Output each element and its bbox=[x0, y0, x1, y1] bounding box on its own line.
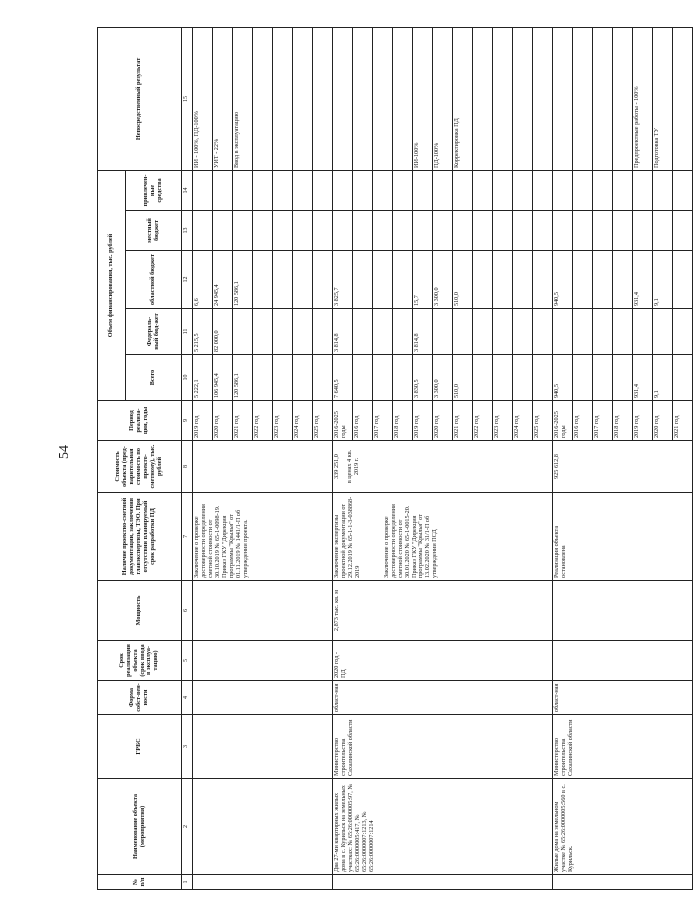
cell-result: Корректировка ПД bbox=[453, 27, 473, 170]
cell-result bbox=[293, 27, 313, 170]
cell-total bbox=[373, 355, 393, 401]
cell-regional bbox=[373, 251, 393, 309]
cell-local bbox=[293, 211, 313, 251]
cell-period: 2022 год bbox=[253, 401, 273, 441]
col-number: 6 bbox=[182, 581, 193, 641]
cell-result bbox=[353, 27, 373, 170]
cell-federal bbox=[373, 309, 393, 355]
cell-federal bbox=[253, 309, 273, 355]
cell-result bbox=[593, 27, 613, 170]
cell-local bbox=[493, 211, 513, 251]
header-period: Период реализа-ции, годы bbox=[98, 401, 182, 441]
cell-period: 2024 год bbox=[513, 401, 533, 441]
cell-federal bbox=[553, 309, 573, 355]
cell-result: Ввод в эксплуатацию bbox=[233, 27, 253, 170]
cell-documentation: Реализация объекта остановлена bbox=[553, 493, 693, 581]
cell-regional: 9,1 bbox=[653, 251, 673, 309]
cell-local bbox=[573, 211, 593, 251]
cell-total bbox=[513, 355, 533, 401]
rotated-table-container bbox=[97, 28, 680, 890]
cell-number bbox=[193, 875, 333, 890]
col-number: 7 bbox=[182, 493, 193, 581]
cell-result bbox=[673, 27, 693, 170]
cell-total bbox=[473, 355, 493, 401]
cell-result bbox=[573, 27, 593, 170]
cell-grbs: Министерство строительства Сахалинской области bbox=[333, 715, 553, 779]
cell-attracted bbox=[213, 170, 233, 210]
cell-regional: 3 300,0 bbox=[433, 251, 453, 309]
cell-capacity bbox=[193, 581, 333, 641]
col-number: 8 bbox=[182, 441, 193, 493]
cell-total: 510,0 bbox=[453, 355, 473, 401]
cell-regional: 510,0 bbox=[453, 251, 473, 309]
cell-regional bbox=[293, 251, 313, 309]
cell-local bbox=[433, 211, 453, 251]
cell-cost bbox=[193, 441, 333, 493]
cell-total bbox=[273, 355, 293, 401]
header-result: Непосредственный результат bbox=[98, 27, 182, 170]
cell-documentation: Заключение о проверке достоверности определения сметной стоимости от 30.10.2019 № 65-1-0098-19. Приказ ГКУ "Дирекция программы "Крылья" от 01.11.2019 № 1441/1-П об утверждении проекта. bbox=[193, 493, 333, 581]
cell-federal: 3 814,8 bbox=[413, 309, 433, 355]
cell-local bbox=[633, 211, 653, 251]
cell-result bbox=[473, 27, 493, 170]
cell-regional bbox=[613, 251, 633, 309]
cell-local bbox=[613, 211, 633, 251]
cell-period: 2023 год bbox=[493, 401, 513, 441]
cell-local bbox=[253, 211, 273, 251]
header-documentation: Наличие проектно-сметной документации, заключения главэкспертизы, ТЭО. При отсутствии планируемый срок разработки ПД bbox=[98, 493, 182, 581]
cell-grbs: Министерство строительства Сахалинской области bbox=[553, 715, 693, 779]
cell-total: 5 222,1 bbox=[193, 355, 213, 401]
cell-attracted bbox=[633, 170, 653, 210]
cell-period: 2025 год bbox=[533, 401, 553, 441]
col-number: 15 bbox=[182, 27, 193, 170]
cell-capacity bbox=[553, 581, 693, 641]
header-grbs: ГРБС bbox=[98, 715, 182, 779]
cell-federal bbox=[233, 309, 253, 355]
cell-local bbox=[193, 211, 213, 251]
cell-period: 2019 год bbox=[193, 401, 213, 441]
cell-attracted bbox=[453, 170, 473, 210]
cell-regional bbox=[573, 251, 593, 309]
cell-attracted bbox=[413, 170, 433, 210]
cell-result bbox=[613, 27, 633, 170]
col-number: 4 bbox=[182, 681, 193, 715]
cell-total bbox=[573, 355, 593, 401]
cell-period: 2022 год bbox=[473, 401, 493, 441]
cell-total: 106 945,4 bbox=[213, 355, 233, 401]
cell-regional bbox=[473, 251, 493, 309]
cell-result: ИИ-100% bbox=[413, 27, 433, 170]
header-federal: Федераль-ный бюд-жет bbox=[126, 309, 182, 355]
cell-term bbox=[553, 641, 693, 681]
cell-local bbox=[673, 211, 693, 251]
header-ownership: Форма собст-вен-ности bbox=[98, 681, 182, 715]
cell-object-name: Жилые дома на земельном участке № 65:26:0000005:560 в с. Курильск. bbox=[553, 779, 693, 875]
header-number: № п/п bbox=[98, 875, 182, 890]
cell-result bbox=[273, 27, 293, 170]
cell-period: 2016-2025 годы bbox=[553, 401, 573, 441]
header-financing: Объем финансирования, тыс. рублей bbox=[98, 170, 126, 400]
cell-period: 2021 год bbox=[453, 401, 473, 441]
cell-term bbox=[193, 641, 333, 681]
cell-result: Подготовка ТУ bbox=[653, 27, 673, 170]
cell-total bbox=[353, 355, 373, 401]
cell-period: 2024 год bbox=[293, 401, 313, 441]
cell-total: 120 586,1 bbox=[233, 355, 253, 401]
cell-total bbox=[293, 355, 313, 401]
cell-result: Предпроектные работы - 100% bbox=[633, 27, 653, 170]
cell-federal bbox=[573, 309, 593, 355]
cell-local bbox=[333, 211, 353, 251]
cell-period: 2021 год bbox=[673, 401, 693, 441]
header-capacity: Мощность bbox=[98, 581, 182, 641]
cell-period: 2021 год bbox=[233, 401, 253, 441]
cell-attracted bbox=[313, 170, 333, 210]
cell-attracted bbox=[613, 170, 633, 210]
cell-regional bbox=[353, 251, 373, 309]
cell-attracted bbox=[573, 170, 593, 210]
cell-local bbox=[313, 211, 333, 251]
cell-attracted bbox=[373, 170, 393, 210]
header-local: местный бюджет bbox=[126, 211, 182, 251]
cell-local bbox=[413, 211, 433, 251]
cell-regional: 3 825,7 bbox=[333, 251, 353, 309]
cell-period: 2019 год bbox=[633, 401, 653, 441]
cell-regional: 6,6 bbox=[193, 251, 213, 309]
cell-regional bbox=[253, 251, 273, 309]
cell-regional: 940,5 bbox=[553, 251, 573, 309]
cell-federal bbox=[393, 309, 413, 355]
cell-total bbox=[493, 355, 513, 401]
cell-attracted bbox=[393, 170, 413, 210]
cell-federal bbox=[633, 309, 653, 355]
cell-local bbox=[453, 211, 473, 251]
cell-attracted bbox=[473, 170, 493, 210]
col-number: 5 bbox=[182, 641, 193, 681]
cell-local bbox=[373, 211, 393, 251]
cell-total bbox=[613, 355, 633, 401]
cell-period: 2018 год bbox=[613, 401, 633, 441]
cell-total: 940,5 bbox=[553, 355, 573, 401]
cell-federal bbox=[673, 309, 693, 355]
cell-period: 2020 год bbox=[433, 401, 453, 441]
cell-term: 2020 год - ПД bbox=[333, 641, 553, 681]
cell-federal bbox=[593, 309, 613, 355]
cell-total bbox=[593, 355, 613, 401]
col-number: 1 bbox=[182, 875, 193, 890]
cell-regional bbox=[313, 251, 333, 309]
cell-period: 2016-2025 годы bbox=[333, 401, 353, 441]
cell-period: 2017 год bbox=[373, 401, 393, 441]
cell-result bbox=[373, 27, 393, 170]
cell-attracted bbox=[233, 170, 253, 210]
cell-number bbox=[553, 875, 693, 890]
cell-federal bbox=[273, 309, 293, 355]
table-row bbox=[193, 27, 213, 889]
cell-capacity: 2,873 тыс. кв. м bbox=[333, 581, 553, 641]
cell-total: 3 830,5 bbox=[413, 355, 433, 401]
cell-regional: 15,7 bbox=[413, 251, 433, 309]
cell-period: 2020 год bbox=[213, 401, 233, 441]
cell-attracted bbox=[433, 170, 453, 210]
header-total: Всего bbox=[126, 355, 182, 401]
cell-attracted bbox=[593, 170, 613, 210]
cost-note: в ценах 4 кв. 2019 г. bbox=[345, 449, 360, 484]
cell-cost bbox=[333, 441, 553, 493]
cell-regional: 24 945,4 bbox=[213, 251, 233, 309]
cell-result bbox=[333, 27, 353, 170]
cell-local bbox=[353, 211, 373, 251]
cell-documentation bbox=[333, 493, 553, 581]
cell-ownership bbox=[193, 681, 333, 715]
cell-attracted bbox=[533, 170, 553, 210]
cell-federal bbox=[533, 309, 553, 355]
cell-ownership: област-ная bbox=[553, 681, 693, 715]
cell-attracted bbox=[493, 170, 513, 210]
table-row bbox=[553, 27, 573, 889]
cell-local bbox=[213, 211, 233, 251]
cell-federal bbox=[453, 309, 473, 355]
cell-total bbox=[673, 355, 693, 401]
cell-local bbox=[233, 211, 253, 251]
table-row bbox=[333, 27, 353, 889]
cell-attracted bbox=[193, 170, 213, 210]
cell-grbs bbox=[193, 715, 333, 779]
cell-object-name bbox=[193, 779, 333, 875]
cell-result: ПД-100% bbox=[433, 27, 453, 170]
cell-regional bbox=[593, 251, 613, 309]
cell-ownership: област-ная bbox=[333, 681, 553, 715]
cell-period: 2023 год bbox=[273, 401, 293, 441]
col-number: 2 bbox=[182, 779, 193, 875]
doc-expertise: Заключение экспертизы проектной документации от 29.12.2019 № 65-1-1-3-038868-2019 bbox=[333, 496, 361, 578]
cell-federal bbox=[353, 309, 373, 355]
cell-total bbox=[393, 355, 413, 401]
col-number: 10 bbox=[182, 355, 193, 401]
cell-regional bbox=[393, 251, 413, 309]
cell-attracted bbox=[553, 170, 573, 210]
cell-local bbox=[473, 211, 493, 251]
cell-federal bbox=[473, 309, 493, 355]
cell-result: УИТ - 22% bbox=[213, 27, 233, 170]
cell-period: 2020 год bbox=[653, 401, 673, 441]
cell-attracted bbox=[353, 170, 373, 210]
cell-result bbox=[253, 27, 273, 170]
cell-result bbox=[513, 27, 533, 170]
cell-result bbox=[393, 27, 413, 170]
header-term: Срок реализации объекта (срок ввода в эксплуа-тацию) bbox=[98, 641, 182, 681]
cell-federal bbox=[293, 309, 313, 355]
cell-local bbox=[553, 211, 573, 251]
cell-period: 2016 год bbox=[573, 401, 593, 441]
cell-attracted bbox=[273, 170, 293, 210]
cell-local bbox=[653, 211, 673, 251]
col-number: 12 bbox=[182, 251, 193, 309]
cell-attracted bbox=[653, 170, 673, 210]
cell-local bbox=[513, 211, 533, 251]
cell-federal bbox=[493, 309, 513, 355]
header-row-1 bbox=[98, 27, 126, 889]
cell-result bbox=[533, 27, 553, 170]
col-number: 9 bbox=[182, 401, 193, 441]
cell-period: 2025 год bbox=[313, 401, 333, 441]
financing-table bbox=[97, 27, 693, 890]
cell-federal bbox=[613, 309, 633, 355]
col-number: 13 bbox=[182, 211, 193, 251]
col-number: 11 bbox=[182, 309, 193, 355]
cell-attracted bbox=[673, 170, 693, 210]
cell-regional bbox=[513, 251, 533, 309]
cell-federal: 5 215,5 bbox=[193, 309, 213, 355]
cell-local bbox=[533, 211, 553, 251]
cell-federal bbox=[653, 309, 673, 355]
cell-federal: 82 000,0 bbox=[213, 309, 233, 355]
col-number: 3 bbox=[182, 715, 193, 779]
cell-total: 9,1 bbox=[653, 355, 673, 401]
cell-total: 3 300,0 bbox=[433, 355, 453, 401]
header-attracted: привлечен-ные средства bbox=[126, 170, 182, 210]
column-number-row bbox=[182, 27, 193, 889]
cell-object-name: Два 27-ми квартирных жилых дома в с. Курильск на земельных участках: № 65:26:0000005:97, № 65:26:0000005:417, № 65:26:0000007:1213, № 65:26:0000007:1214 bbox=[333, 779, 553, 875]
cell-attracted bbox=[293, 170, 313, 210]
cell-regional: 931,4 bbox=[633, 251, 653, 309]
cell-total bbox=[253, 355, 273, 401]
cost-value: 339 251,0 bbox=[333, 454, 340, 479]
cell-period: 2017 год bbox=[593, 401, 613, 441]
cell-federal bbox=[433, 309, 453, 355]
page-number: 54 bbox=[57, 445, 72, 459]
cell-total: 7 640,5 bbox=[333, 355, 353, 401]
cell-total bbox=[313, 355, 333, 401]
cell-attracted bbox=[253, 170, 273, 210]
cell-total bbox=[533, 355, 553, 401]
cell-period: 2016 год bbox=[353, 401, 373, 441]
cell-result bbox=[553, 27, 573, 170]
cell-result bbox=[313, 27, 333, 170]
cell-regional bbox=[673, 251, 693, 309]
cell-local bbox=[273, 211, 293, 251]
cell-federal: 3 814,8 bbox=[333, 309, 353, 355]
cell-result: ИИ - 100%, ПД-100% bbox=[193, 27, 213, 170]
cell-regional bbox=[273, 251, 293, 309]
cell-regional bbox=[493, 251, 513, 309]
cell-attracted bbox=[333, 170, 353, 210]
header-object-name: Наименование объекта (мероприятия) bbox=[98, 779, 182, 875]
cell-federal bbox=[313, 309, 333, 355]
cell-attracted bbox=[513, 170, 533, 210]
cell-total: 931,4 bbox=[633, 355, 653, 401]
cell-number bbox=[333, 875, 553, 890]
cell-cost: 925 612,8 bbox=[553, 441, 693, 493]
cell-federal bbox=[513, 309, 533, 355]
doc-estimate: Заключение о проверке достоверности определения сметной стоимости от 30.01.2020 № 65-1-0015-20. Приказ ГКУ "Дирекция программы "Крылья" от 13.02.2020 № 31/1-П об утверждении ПСД bbox=[382, 504, 439, 578]
header-cost: Стоимость объекта (пред-варительная стоимость по проекто-сметному), тыс. рублей bbox=[98, 441, 182, 493]
col-number: 14 bbox=[182, 170, 193, 210]
cell-result bbox=[493, 27, 513, 170]
cell-period: 2018 год bbox=[393, 401, 413, 441]
cell-local bbox=[393, 211, 413, 251]
cell-local bbox=[593, 211, 613, 251]
cell-regional: 120 586,1 bbox=[233, 251, 253, 309]
cell-period: 2019 год bbox=[413, 401, 433, 441]
header-regional: областной бюджет bbox=[126, 251, 182, 309]
cell-regional bbox=[533, 251, 553, 309]
